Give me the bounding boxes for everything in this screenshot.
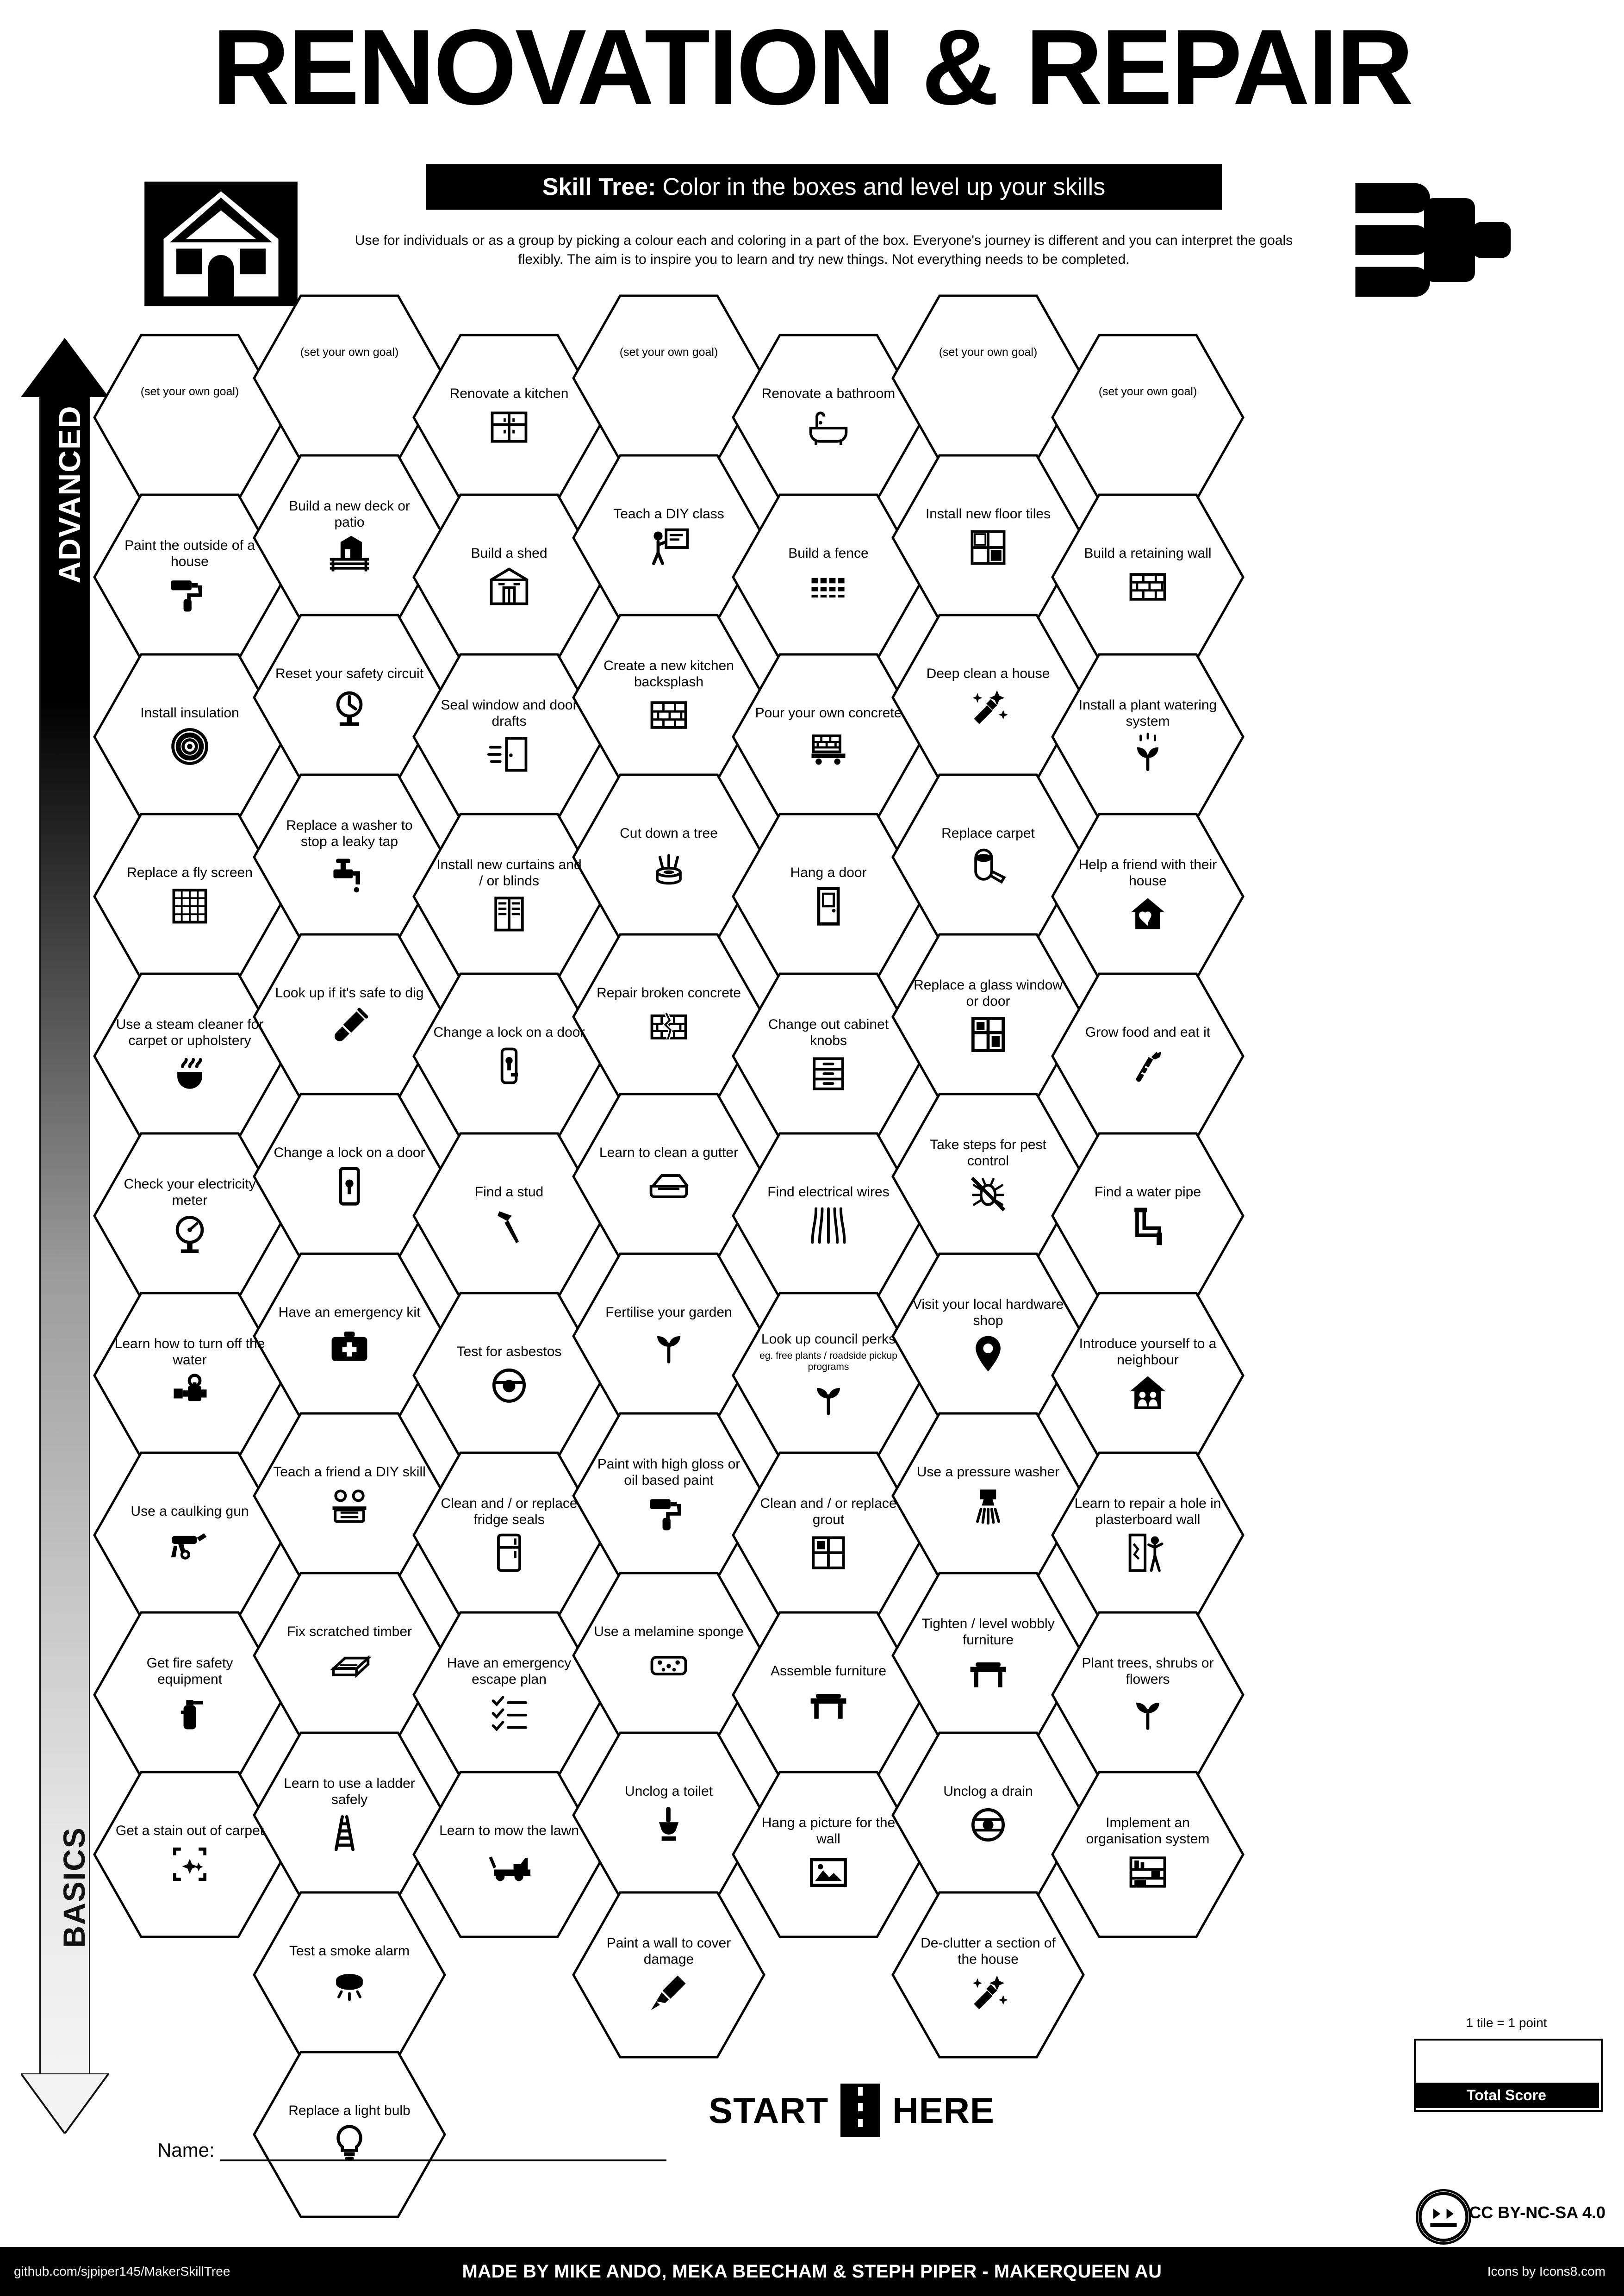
skill-tile-label: Use a caulking gun xyxy=(131,1504,249,1519)
skill-tile-label: Change a lock on a door xyxy=(433,1025,585,1040)
skill-tile-label: Look up council perks xyxy=(761,1332,896,1347)
skill-tile[interactable] xyxy=(1051,1291,1245,1460)
skill-tile[interactable] xyxy=(1051,493,1245,661)
first-aid-kit-icon xyxy=(327,1324,372,1368)
skill-tile-label: Tighten / level wobbly furniture xyxy=(921,1616,1055,1648)
skill-tile-label: De-clutter a section of the house xyxy=(921,1935,1056,1967)
skill-tile-label: Repair broken concrete xyxy=(597,985,741,1001)
map-pin-icon xyxy=(966,1332,1010,1376)
house-people-icon xyxy=(1126,1371,1170,1415)
table-icon xyxy=(806,1682,851,1727)
skill-tile-label: Seal window and door drafts xyxy=(441,697,578,729)
paint-roller-icon xyxy=(168,572,212,617)
intro-text: Use for individuals or as a group by picking a colour each and coloring in a part of the box. Everyone's journey is different and you can interpret the goals flexibly. The aim is to inspire you to learn and try new things. Not everything needs to be completed. xyxy=(355,233,1293,267)
skill-tile-label: Use a melamine sponge xyxy=(594,1624,744,1640)
toilet-plunger-icon xyxy=(647,1803,691,1847)
axis-label-basics: BASICS xyxy=(57,1827,91,1948)
stain-removal-icon xyxy=(168,1842,212,1886)
skill-tile-label: Learn to mow the lawn xyxy=(439,1823,579,1839)
skill-tile-label: Help a friend with their house xyxy=(1078,857,1217,889)
water-valve-icon xyxy=(168,1371,212,1415)
skill-tile-label: Visit your local hardware shop xyxy=(912,1296,1064,1328)
meter-gauge-icon xyxy=(168,1211,212,1256)
footer-github[interactable]: github.com/sjpiper145/MakerSkillTree xyxy=(14,2264,230,2278)
light-bulb-icon xyxy=(327,2122,372,2166)
start-here-marker xyxy=(676,2083,1027,2138)
circuit-dial-icon xyxy=(327,685,372,729)
brick-wall-icon xyxy=(1126,565,1170,609)
watering-plant-icon xyxy=(1126,732,1170,777)
tap-icon xyxy=(327,852,372,897)
plant-sprout-icon xyxy=(647,1324,691,1368)
skill-tile-label: Test a smoke alarm xyxy=(289,1943,410,1959)
gutter-icon xyxy=(647,1164,691,1208)
door-icon xyxy=(806,884,851,928)
skill-tile[interactable] xyxy=(1051,1451,1245,1619)
skill-tile-label: (set your own goal) xyxy=(300,346,399,359)
skill-tile[interactable] xyxy=(1051,653,1245,821)
skill-tile-label: Have an emergency kit xyxy=(278,1305,421,1320)
lock-handle-icon xyxy=(487,1044,531,1088)
respirator-mask-icon xyxy=(487,1363,531,1407)
skill-tile-label: Fix scratched timber xyxy=(286,1624,412,1640)
bathtub-icon xyxy=(806,405,851,449)
blinds-icon xyxy=(487,892,531,936)
drain-icon xyxy=(966,1803,1010,1847)
axis-label-advanced: ADVANCED xyxy=(52,405,87,584)
skill-tile-label: Paint the outside of a house xyxy=(124,537,255,569)
presentation-icon xyxy=(647,525,691,570)
skill-tile-label: Build a retaining wall xyxy=(1084,546,1212,561)
skill-tile-label: Install a plant watering system xyxy=(1078,697,1217,729)
lawn-mower-icon xyxy=(487,1842,531,1886)
total-score-label: Total Score xyxy=(1414,2083,1599,2108)
caulking-gun-icon xyxy=(168,1523,212,1567)
plant-sprout-icon xyxy=(1126,1690,1170,1735)
timber-plank-icon xyxy=(327,1643,372,1687)
skill-tile-label: Look up if it's safe to dig xyxy=(275,985,424,1001)
page-title: RENOVATION & REPAIR xyxy=(212,7,1412,127)
skill-tile-label: Clean and / or replace fridge seals xyxy=(441,1495,578,1527)
skill-tile-label: Get fire safety equipment xyxy=(146,1655,233,1687)
door-draft-icon xyxy=(487,732,531,777)
nail-icon xyxy=(487,1203,531,1248)
skill-tile-label: Hang a picture for the wall xyxy=(761,1815,896,1847)
skill-tile-label: Have an emergency escape plan xyxy=(447,1655,572,1687)
skill-tile-label: Plant trees, shrubs or flowers xyxy=(1082,1655,1214,1687)
skill-tile-label: Take steps for pest control xyxy=(930,1137,1046,1169)
skill-tile-label: Cut down a tree xyxy=(620,826,718,841)
here-label: HERE xyxy=(892,2090,995,2131)
skill-tile-label: (set your own goal) xyxy=(619,346,718,359)
skill-tile-label: Create a new kitchen backsplash xyxy=(604,658,734,690)
skill-tile-label: (set your own goal) xyxy=(1098,385,1197,398)
electrical-wires-icon xyxy=(806,1203,851,1248)
skill-tile-label: Teach a friend a DIY skill xyxy=(273,1464,426,1480)
skill-tile-label: Introduce yourself to a neighbour xyxy=(1079,1336,1217,1368)
house-heart-icon xyxy=(1126,892,1170,936)
fridge-icon xyxy=(487,1531,531,1575)
skill-tile-label: Renovate a bathroom xyxy=(761,386,896,402)
skill-tile-sublabel: eg. free plants / roadside pickup programs xyxy=(759,1350,897,1372)
carrot-icon xyxy=(1126,1044,1170,1088)
skill-tile-label: Replace a fly screen xyxy=(127,865,253,881)
skill-tile-label: Learn how to turn off the water xyxy=(114,1336,265,1368)
ladder-icon xyxy=(327,1811,372,1855)
skill-tile-label: Learn to repair a hole in plasterboard wall xyxy=(1074,1495,1221,1527)
steam-cleaner-icon xyxy=(168,1052,212,1096)
skill-tile[interactable] xyxy=(1051,972,1245,1140)
license-text: CC BY-NC-SA 4.0 xyxy=(1469,2203,1605,2222)
window-icon xyxy=(966,1012,1010,1057)
skill-tile-label: Change out cabinet knobs xyxy=(768,1016,889,1048)
skill-tile-label: Unclog a drain xyxy=(943,1784,1033,1799)
skill-tile-label: Clean and / or replace grout xyxy=(760,1495,897,1527)
kitchen-cabinet-icon xyxy=(487,405,531,449)
fence-icon xyxy=(806,565,851,609)
paint-roller-icon xyxy=(647,1491,691,1536)
skill-tile-label: Hang a door xyxy=(790,865,867,881)
skill-tile-label: (set your own goal) xyxy=(939,346,1038,359)
footer-icons-credit: Icons by Icons8.com xyxy=(1487,2264,1605,2278)
subtitle-label: Skill Tree: xyxy=(542,174,656,200)
wall-repair-icon xyxy=(1126,1531,1170,1575)
pressure-washer-icon xyxy=(966,1483,1010,1528)
skill-tile-label: Replace a glass window or door xyxy=(914,977,1063,1009)
deck-patio-icon xyxy=(327,533,372,578)
name-label: Name: xyxy=(157,2139,215,2161)
skill-tile-label: (set your own goal) xyxy=(140,385,239,398)
fire-extinguisher-icon xyxy=(168,1690,212,1735)
pipe-icon xyxy=(1126,1203,1170,1248)
skill-tile-label: Check your electricity meter xyxy=(124,1176,256,1208)
skill-tile-label: Build a fence xyxy=(788,546,869,561)
carpet-roll-icon xyxy=(966,845,1010,889)
road-icon xyxy=(840,2084,880,2137)
skill-tile-label: Replace a light bulb xyxy=(288,2103,411,2119)
teach-friend-icon xyxy=(327,1483,372,1528)
pest-control-icon xyxy=(966,1172,1010,1216)
tree-stump-icon xyxy=(647,845,691,889)
footer xyxy=(0,2247,1624,2296)
shed-icon xyxy=(487,565,531,609)
skill-tile-label: Assemble furniture xyxy=(770,1663,887,1679)
shovel-icon xyxy=(327,1004,372,1049)
door-lock-icon xyxy=(327,1164,372,1208)
skill-tile[interactable] xyxy=(1051,1611,1245,1779)
cabinet-icon xyxy=(806,1052,851,1096)
concrete-mixer-icon xyxy=(806,724,851,769)
skill-tile-label: Find electrical wires xyxy=(767,1184,890,1200)
skill-tile-label: Build a shed xyxy=(471,546,548,561)
floor-tiles-icon xyxy=(966,525,1010,570)
fly-screen-icon xyxy=(168,884,212,928)
paint-brush-icon xyxy=(647,1970,691,2015)
backsplash-tile-icon xyxy=(647,693,691,737)
skill-tile-label: Get a stain out of carpet xyxy=(115,1823,264,1839)
shelving-icon xyxy=(1126,1850,1170,1894)
skill-tile-label: Replace carpet xyxy=(941,826,1035,841)
sparkle-clean-icon xyxy=(966,685,1010,729)
skill-tile-label: Test for asbestos xyxy=(456,1344,562,1360)
subtitle-text: Color in the boxes and level up your skills xyxy=(662,174,1106,200)
skill-tile-label: Find a stud xyxy=(474,1184,544,1200)
picture-frame-icon xyxy=(806,1850,851,1894)
creative-commons-icon xyxy=(1416,2189,1471,2245)
skill-tile-label: Fertilise your garden xyxy=(605,1305,732,1320)
broken-concrete-icon xyxy=(647,1004,691,1049)
skill-tile-label: Find a water pipe xyxy=(1094,1184,1201,1200)
skill-tile-label: Use a steam cleaner for carpet or upholstery xyxy=(116,1016,264,1048)
skill-tile[interactable] xyxy=(1051,1132,1245,1300)
start-label: START xyxy=(709,2090,829,2131)
skill-tile-label: Paint with high gloss or oil based paint xyxy=(597,1456,740,1488)
skill-tile[interactable] xyxy=(1051,1770,1245,1939)
skill-tile-label: Install new floor tiles xyxy=(925,506,1051,522)
plant-sprout-icon xyxy=(806,1375,851,1420)
skill-tile-label: Reset your safety circuit xyxy=(275,666,424,682)
table-icon xyxy=(966,1651,1010,1695)
skill-tile-label: Paint a wall to cover damage xyxy=(606,1935,731,1967)
grout-tile-icon xyxy=(806,1531,851,1575)
skill-tile-label: Teach a DIY class xyxy=(613,506,724,522)
skill-tile-label: Pour your own concrete xyxy=(755,705,902,721)
smoke-alarm-icon xyxy=(327,1962,372,2007)
skill-tile-label: Unclog a toilet xyxy=(624,1784,713,1799)
skill-tile-label: Learn to use a ladder safely xyxy=(284,1775,415,1807)
skill-tile[interactable] xyxy=(1051,333,1245,502)
skill-tile-label: Renovate a kitchen xyxy=(449,386,569,402)
skill-tile-label: Install new curtains and / or blinds xyxy=(436,857,582,889)
skill-tile-label: Change a lock on a door xyxy=(274,1145,425,1161)
tile-point-note: 1 tile = 1 point xyxy=(1466,2016,1547,2030)
skill-tile-label: Learn to clean a gutter xyxy=(599,1145,739,1161)
insulation-roll-icon xyxy=(168,724,212,769)
skill-tile[interactable] xyxy=(1051,812,1245,981)
skill-tile-label: Build a new deck or patio xyxy=(289,498,410,530)
footer-credit: MADE BY MIKE ANDO, MEKA BEECHAM & STEPH PIPER - MAKERQUEEN AU xyxy=(462,2261,1162,2282)
skill-tile-label: Install insulation xyxy=(140,705,239,721)
skill-tile[interactable] xyxy=(252,2050,447,2219)
skill-tile-label: Replace a washer to stop a leaky tap xyxy=(286,817,413,849)
sparkle-clean-icon xyxy=(966,1970,1010,2015)
skill-tile-label: Use a pressure washer xyxy=(916,1464,1060,1480)
sponge-icon xyxy=(647,1643,691,1687)
skill-tile-label: Grow food and eat it xyxy=(1085,1025,1211,1040)
skill-tile-label: Implement an organisation system xyxy=(1086,1815,1210,1847)
skill-tile-label: Deep clean a house xyxy=(926,666,1050,682)
checklist-icon xyxy=(487,1690,531,1735)
